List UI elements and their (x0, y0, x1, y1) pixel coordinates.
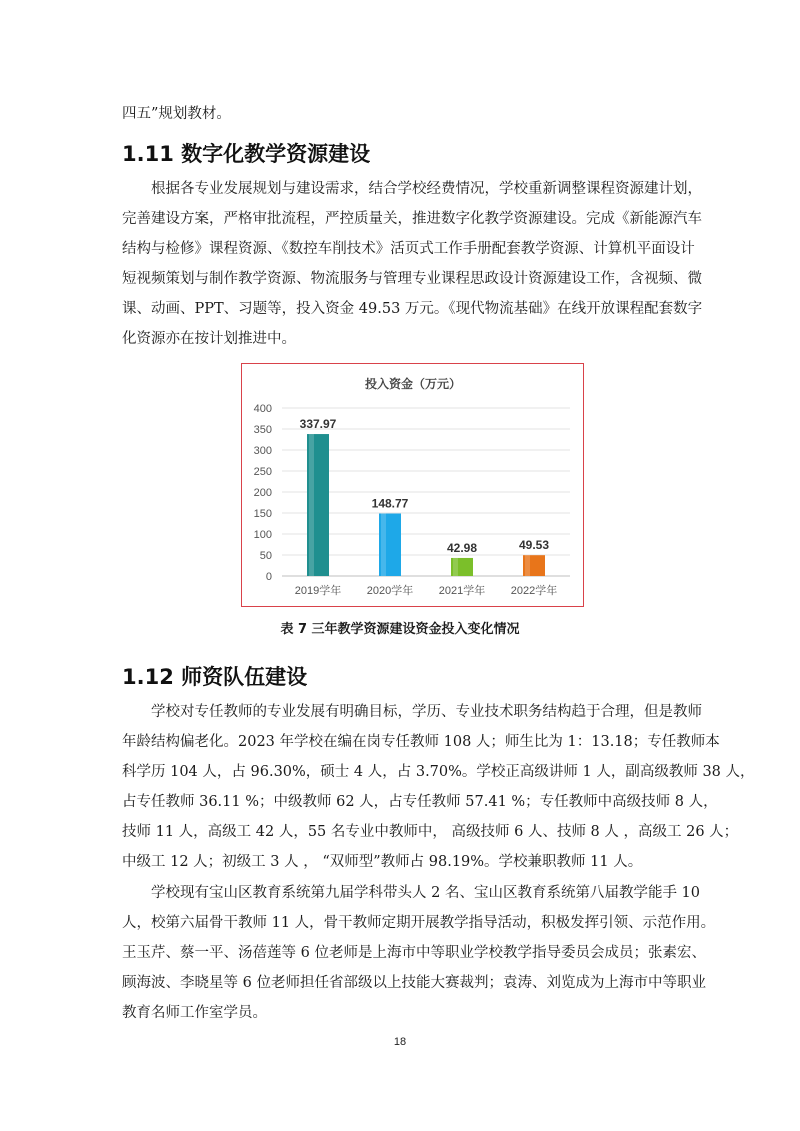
bar-highlight (453, 558, 458, 576)
y-tick-label: 300 (253, 445, 272, 457)
paragraph-line: 人，校第六届骨干教师 11 人，骨干教师定期开展教学指导活动，积极发挥引领、示范作用。 (122, 915, 716, 931)
paragraph-line: 王玉芹、蔡一平、汤蓓莲等 6 位老师是上海市中等职业学校教学指导委员会成员；张素宏、 (122, 945, 706, 961)
section-1-12-paragraph-1 (122, 697, 755, 877)
bar-highlight (381, 514, 386, 576)
paragraph-line: 顾海波、李晓星等 6 位老师担任省部级以上技能大赛裁判；袁涛、刘览成为上海市中等职业 (122, 975, 706, 991)
y-tick-label: 50 (259, 550, 272, 562)
y-tick-label: 0 (265, 571, 272, 583)
x-category-label: 2019学年 (294, 585, 342, 597)
paragraph-line: 课、动画、PPT、习题等，投入资金 49.53 万元。《现代物流基础》在线开放课程配套数字 (122, 301, 703, 317)
bar-value-label: 42.98 (446, 540, 478, 555)
paragraph-line: 完善建设方案，严格审批流程，严控质量关，推进数字化教学资源建设。完成《新能源汽车 (122, 211, 702, 227)
paragraph-line: 学校现有宝山区教育系统第九届学科带头人 2 名、宝山区教育系统第八届教学能手 10 (151, 885, 701, 901)
chart-bars (295, 417, 557, 597)
x-category-label: 2020学年 (366, 585, 414, 597)
y-tick-label: 400 (253, 403, 272, 415)
paragraph-line: 短视频策划与制作教学资源、物流服务与管理专业课程思政设计资源建设工作，含视频、微 (122, 271, 702, 287)
paragraph-line: 年龄结构偏老化。2023 年学校在编在岗专任教师 108 人；师生比为 1：13.18；专任教师本 (122, 734, 720, 750)
x-category-label: 2021学年 (438, 585, 486, 597)
x-category-label: 2022学年 (510, 585, 558, 597)
paragraph-line: 科学历 104 人，占 96.30%，硕士 4 人，占 3.70%。学校正高级讲师 1 人，副高级教师 38 人， (122, 764, 755, 780)
y-tick-label: 100 (253, 529, 272, 541)
page-number: 18 (393, 1036, 407, 1048)
paragraph-line: 学校对专任教师的专业发展有明确目标，学历、专业技术职务结构趋于合理，但是教师 (151, 704, 702, 720)
y-tick-label: 350 (253, 424, 272, 436)
paragraph-line: 技师 11 人，高级工 42 人，55 名专业中教师中， 高级技师 6 人、技师 8 人 ，高级工 26 人； (122, 824, 739, 840)
bar-value-label: 49.53 (518, 538, 550, 553)
y-tick-label: 200 (253, 487, 272, 499)
section-heading-1-12: 1.12 师资队伍建设 (122, 665, 308, 689)
chart-caption: 表 7 三年教学资源建设资金投入变化情况 (280, 622, 520, 637)
funding-bar-chart (241, 363, 584, 607)
y-tick-label: 150 (253, 508, 272, 520)
paragraph-line: 中级工 12 人；初级工 3 人 ， “双师型”教师占 98.19%。学校兼职教师 11 人。 (122, 854, 643, 870)
paragraph-line: 化资源亦在按计划推进中。 (122, 331, 296, 347)
y-tick-label: 250 (253, 466, 272, 478)
chart-canvas (242, 364, 585, 608)
section-1-12-paragraph-2 (122, 878, 716, 1028)
section-1-11-paragraph (122, 174, 703, 354)
bar-highlight (525, 555, 530, 576)
paragraph-line: 占专任教师 36.11 %；中级教师 62 人，占专任教师 57.41 %；专任教师中高级技师 8 人， (122, 794, 718, 810)
bar-value-label: 337.97 (299, 417, 337, 432)
bar-highlight (309, 434, 314, 576)
paragraph-line: 教育名师工作室学员。 (122, 1005, 267, 1021)
chart-title: 投入资金（万元） (364, 377, 462, 391)
paragraph-line: 根据各专业发展规划与建设需求，结合学校经费情况，学校重新调整课程资源建计划， (151, 181, 702, 197)
section-heading-1-11: 1.11 数字化教学资源建设 (122, 142, 371, 166)
bar-value-label: 148.77 (371, 496, 409, 511)
paragraph-line: 结构与检修》课程资源、《数控车削技术》活页式工作手册配套教学资源、计算机平面设计 (122, 241, 695, 257)
continued-text: 四五”规划教材。 (122, 106, 231, 122)
